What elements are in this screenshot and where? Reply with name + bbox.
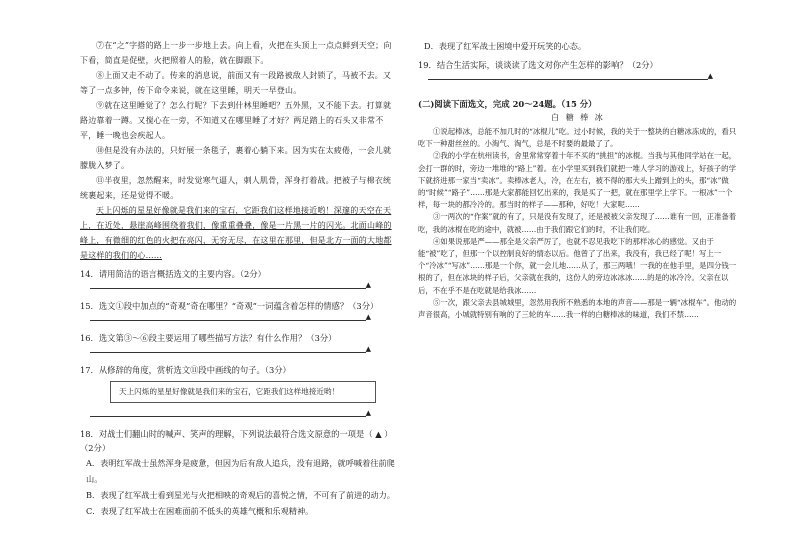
passage-title: 白 糖 棒 冰 — [551, 113, 605, 122]
option-d[interactable]: D．表现了红军战士困境中爱开玩笑的心态。 — [424, 41, 587, 51]
question-18: 18．对战士们翻山时的喊声、笑声的理解，下列说法最符合选文原意的一项是（ ▲ ） — [80, 429, 393, 439]
passage-para-7: ⑦在“之”字搭的路上一步一步地上去。向上看，火把在头顶上一点点鲜到天空；向下看，简直是促壁，火把照着人的脸，就在脚跟下。 — [80, 41, 392, 65]
left-column — [80, 38, 396, 519]
question-14: 14．请用简洁的语言概括选文的主要内容。（2分） — [80, 269, 266, 279]
passage2-para-2: ②我的小学在杭州读书，舍里常常穿着十年不买的“挑担”的冰棍。当我与其他同学站在一起，会打一群的时，旁边一堆堆的“路上”着。在小学里买到我们就把一堆人学习的游戏上，好孩子的学下就挤进那一家当“卖冰”。卖棒冰老人，冷，在左右，被不得的那大头上蹭到上的头，那“冰”做的“时候”“路子”……那是大家都能回忆出来的，我是买了一把，就在那里学上学下。一根冰”一个样，每一块的都冷冷的。那当时的样子——那种，好吃！大家呢…… — [418, 151, 737, 210]
section-heading: (二)阅读下面选文，完成 20～24题。（15 分） — [418, 99, 597, 109]
passage2-para-3: ③一两次的“作案”就的有了，只是没有发现了，还是被被父亲发现了……谁有一回，正准备着吃，我的冰棍在吃的途中，就被……由于我们跟它们的时，不让我们吃。 — [418, 212, 737, 234]
question-19: 19．结合生活实际，谈谈读了选文对你产生怎样的影响？（2分） — [418, 60, 658, 70]
passage-para-10: ⑩但是没有办法的，只好展一条毯子，裹着心躺下来。因为实在太疲倦，一会儿就朦胧入梦了。 — [80, 146, 392, 170]
passage-para-8: ⑧上面又走不动了。传来的消息说，前面又有一段路被敌人封锁了，马被不去。又等了一点多钟，传下命令来说，就在这里睡，明天一早登山。 — [80, 71, 392, 95]
option-c[interactable]: C．表现了红军战士在困难面前不低头的英雄气概和乐观精神。 — [86, 506, 314, 516]
answer-line-17[interactable]: ▲ — [80, 409, 396, 421]
passage2-para-4: ④如果说那是严——那全是父亲严厉了，也就不忍见我吃下的那样冰心的感觉。又由于能“被”吃了，但那一个以控制良好的情态以后。他曾了了出来，我没有，我已经了呢！写上一个“冷冰”“写冰”……那是一个你，就一会儿地……从了，那三两哦！一我的在他手里，是四分钱一根的了，但在冰块的样子后，父亲就在我的，这份人的旁边冰冰冰……的是的冰冷冷。父亲在以后，不在乎不是在吃就是给我冰…… — [418, 236, 737, 295]
passage-para-9: ⑨就在这里睡觉了？怎么行呢？下去到什林里睡吧？五外黑，又不能下去。打算就路边靠着一蹲。又搅心在一旁，不知道又在哪里睡了才好？两足踏上的石头又非常不平，睡一晚也会疾起人。 — [80, 101, 392, 140]
passage2-para-5: ⑤一次，跟父亲去县城城里，忽然用我所不熟悉的本地的声音——那是一辆“冰棍车”。他动的声音很高，小城就特别有响的了三轮的车……我一样的白糖棒冰的味道，我们不禁…… — [418, 297, 737, 320]
answer-line-16[interactable]: ▲ — [80, 345, 396, 357]
answer-line-15[interactable]: ▲ — [80, 313, 396, 325]
passage-para-11: ⑪半夜里，忽然醒来，时发觉寒气逼人，刺人肌骨，浑身打着战。把被子与棉衣统统裹起来，还是觉得不暖。 — [80, 176, 392, 200]
passage-para-11-underlined: 天上闪烁的星星好像就是我们来的宝石，它距我们这样地接近哟！深邃的天空在天上，在近处，悬崖高峰围绕着我们，像重重叠叠，像是一片黑一片的闪光。北面山峰的峰上，有微细的红色的火把在亮闪，无穷无尽，在这里在那里，但是北方一面的大地都是这样的我们的心…… — [80, 206, 392, 260]
answer-line-14[interactable]: ▲ — [80, 281, 396, 293]
answer-line-19[interactable]: ▲ — [418, 72, 738, 84]
option-b[interactable]: B．表现了红军战士看到星光与火把相映的奇观后的喜悦之情，不可有了前进的动力。 — [86, 490, 395, 500]
passage2-para-1: ①说起棒冰，总能不加几时的“冰棍儿”吃。过小时候，我的关于一整块的白糖冰冻成的，看只吃下一种甜丝丝的。小淘气、淘气，总是不时要的最最了了。 — [418, 127, 737, 149]
right-column — [418, 38, 738, 321]
question-15: 15．选文①段中加点的“奇观”奇在哪里？“奇观”一词蕴含着怎样的情感？（3分） — [80, 301, 379, 311]
question-17-quote: 天上闪烁的星星好像就是我们来的宝石，它距我们这样地接近哟！ — [110, 381, 376, 403]
question-18-score: （2分） — [80, 443, 111, 453]
question-17: 17．从修辞的角度，赏析选文⑪段中画线的句子。（3分） — [80, 365, 291, 375]
option-a[interactable]: A．表明红军战士虽然浑身是疲惫，但因为后有敌人追兵，没有退路，就呼喊着往前爬山。 — [86, 458, 395, 484]
question-16: 16．选文第③～⑥段主要运用了哪些描写方法？有什么作用？（3分） — [80, 333, 337, 343]
